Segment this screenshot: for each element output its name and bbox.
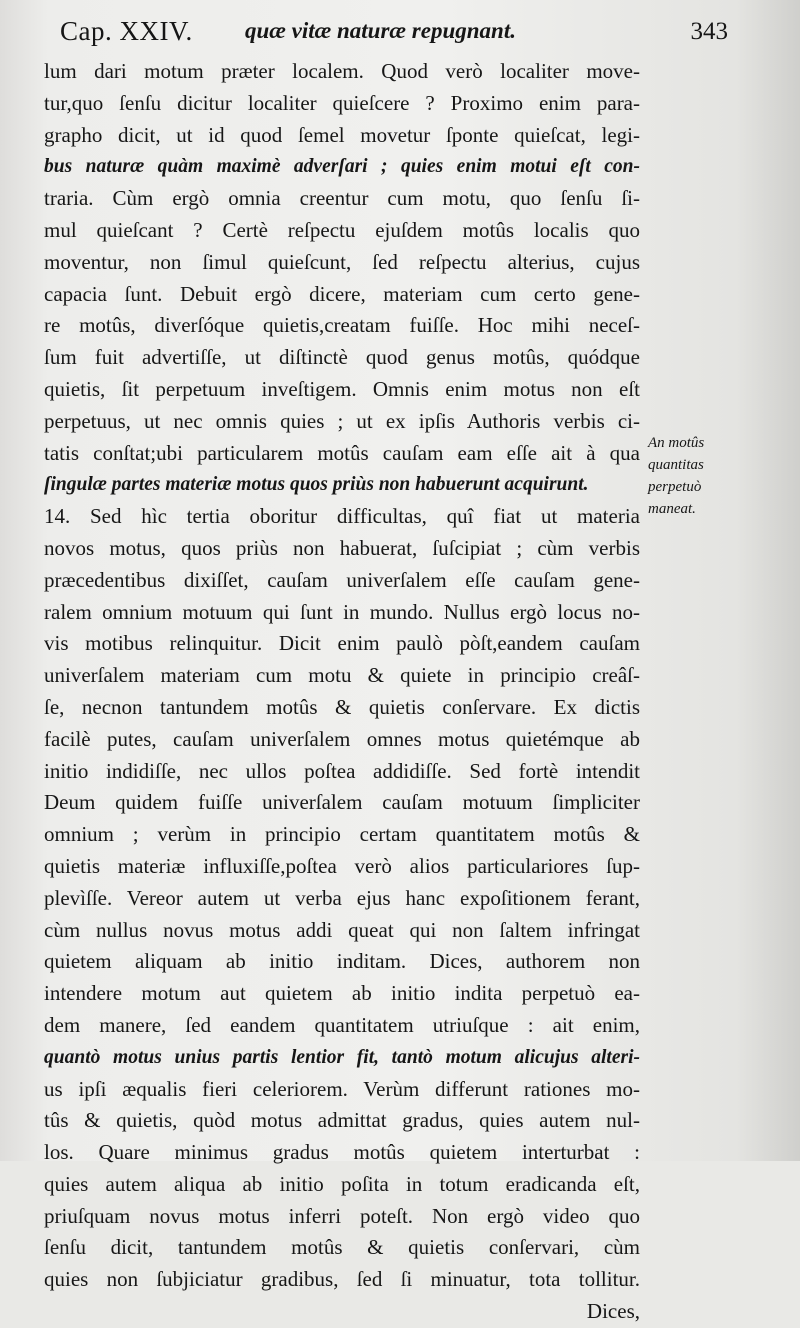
text-line: ſum fuit advertiſſe, ut diſtinctè quod genus motûs, quódque (44, 345, 640, 370)
text-line: quietis materiæ influxiſſe,poſtea verò alios particulariores ſup- (44, 853, 640, 878)
text-line: lum dari motum præter localem. Quod verò localiter move- (44, 59, 640, 83)
marginal-note (648, 432, 738, 520)
text-line: ſingulæ partes materiæ motus quos priùs non habuerunt acquirunt. (44, 474, 589, 496)
text-line: mul quieſcant ? Certè reſpectu ejuſdem motûs localis quo (44, 217, 640, 242)
text-line: novos motus, quos priùs non habuerat, ſuſcipiat ; cùm verbis (44, 535, 640, 560)
text-line: 14. Sed hìc tertia oboritur difficultas, quî fiat ut materia (44, 504, 640, 529)
page-number: 343 (690, 18, 728, 45)
text-line: dem manere, ſed eandem quantitatem utriuſque : ait enim, (44, 1012, 640, 1037)
text-line: capacia ſunt. Debuit ergò dicere, materiam cum certo gene- (44, 281, 640, 306)
text-line: Deum quidem fuiſſe univerſalem cauſam motuum ſimpliciter (44, 790, 640, 815)
text-line: moventur, non ſimul quieſcunt, ſed reſpectu alterius, cujus (44, 249, 640, 274)
text-line: perpetuus, ut nec omnis quies ; ut ex ipſis Authoris verbis ci- (44, 408, 640, 433)
text-line: facilè putes, cauſam univerſalem omnes motus quietémque ab (44, 726, 640, 751)
marginal-note-line: perpetuò (648, 479, 702, 495)
catchword: Dices, (586, 1299, 640, 1324)
text-line: priuſquam novus motus inferri poteſt. Non ergò video quo (44, 1203, 640, 1228)
text-line: us ipſi æqualis fieri celeriorem. Verùm differunt rationes mo- (44, 1076, 640, 1101)
text-line: los. Quare minimus gradus motûs quietem interturbat : (44, 1140, 640, 1165)
text-line: omnium ; verùm in principio certam quantitatem motûs & (44, 822, 640, 847)
text-line: traria. Cùm ergò omnia creentur cum motu, quo ſenſu ſi- (44, 186, 640, 211)
text-line: tûs & quietis, quòd motus admittat gradus, quies autem nul- (44, 1108, 640, 1133)
text-line: tur,quo ſenſu dicitur localiter quieſcere ? Proximo enim para- (44, 90, 640, 115)
text-line: plevìſſe. Vereor autem ut verba ejus hanc expoſitionem ferant, (44, 885, 640, 910)
text-line: quies non ſubjiciatur gradibus, ſed ſi minuatur, tota tollitur. (44, 1267, 640, 1292)
text-line: bus naturæ quàm maximè adverſari ; quies enim motui eſt con- (44, 156, 640, 178)
text-line: quietem aliquam ab initio inditam. Dices, authorem non (44, 949, 640, 974)
text-line: tatis conſtat;ubi particularem motûs cauſam eam eſſe ait à qua (44, 440, 640, 465)
text-line: cùm nullus novus motus addi queat qui non ſaltem infringat (44, 917, 640, 942)
text-line: intendere motum aut quietem ab initio indita perpetuò ea- (44, 981, 640, 1006)
marginal-note-line: An motûs (648, 435, 705, 451)
marginal-note-line: maneat. (648, 501, 696, 517)
body-text (44, 56, 640, 1328)
page-header (60, 8, 728, 50)
text-line: quantò motus unius partis lentior fit, tantò motum alicujus alteri- (44, 1046, 640, 1068)
text-line: quietis, ſit perpetuum inveſtigem. Omnis enim motus non eſt (44, 376, 640, 401)
text-line: initio indidiſſe, nec ullos poſtea addidiſſe. Sed fortè intendit (44, 758, 640, 783)
running-title: quæ vitæ naturæ repugnant. (245, 18, 516, 43)
text-line: quies autem aliqua ab initio poſita in totum eradicanda eſt, (44, 1171, 640, 1196)
chapter-heading: Cap. XXIV. (60, 16, 193, 46)
text-line: grapho dicit, ut id quod ſemel movetur ſponte quieſcat, legi- (44, 122, 640, 147)
text-line: ralem omnium motuum qui ſunt in mundo. Nullus ergò locus no- (44, 599, 640, 624)
text-line: univerſalem materiam cum motu & quiete in principio creâſ- (44, 663, 640, 688)
text-line: ſenſu dicit, tantundem motûs & quietis conſervari, cùm (44, 1235, 640, 1260)
text-line: præcedentibus dixiſſet, cauſam univerſalem eſſe cauſam gene- (44, 567, 640, 592)
text-line: vis motibus relinquitur. Dicit enim paulò pòſt,eandem cauſam (44, 631, 640, 656)
text-line: ſe, necnon tantundem motûs & quietis conſervare. Ex dictis (44, 694, 640, 719)
marginal-note-line: quantitas (648, 457, 704, 473)
text-line: re motûs, diverſóque quietis,creatam fuiſſe. Hoc mihi neceſ- (44, 313, 640, 338)
